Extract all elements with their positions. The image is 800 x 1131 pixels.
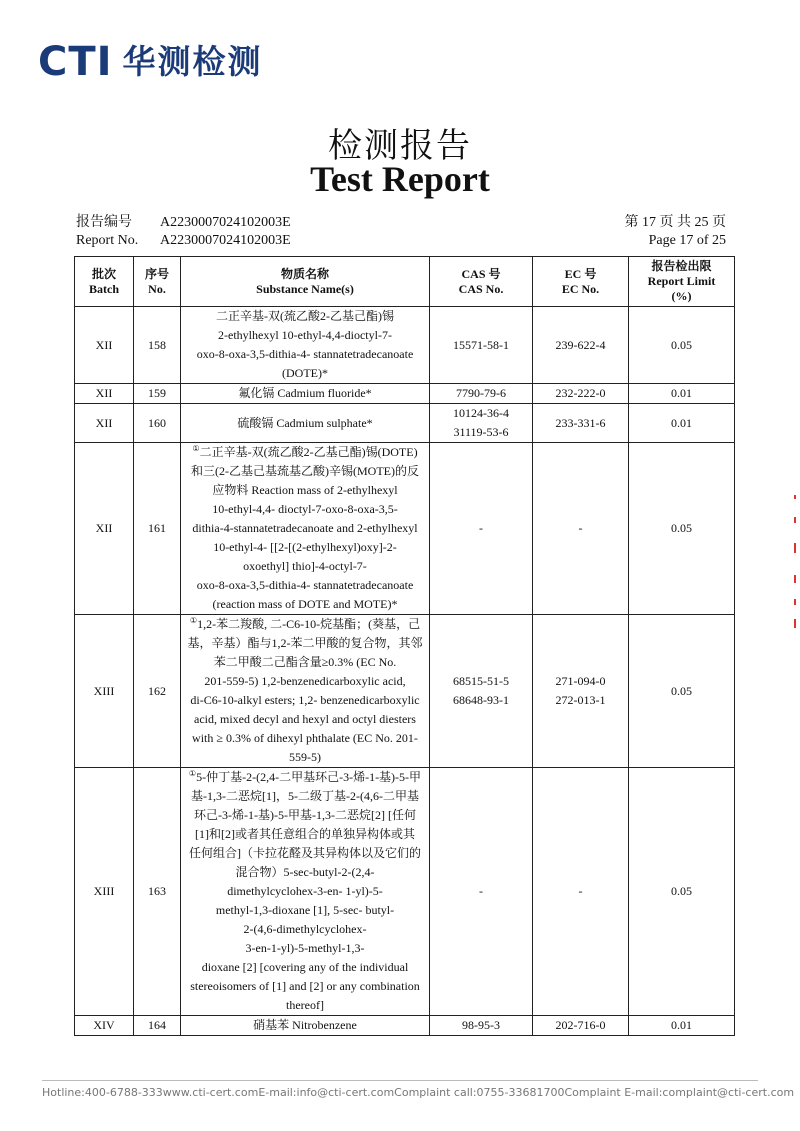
cell-report-limit: 0.05 [629, 443, 735, 615]
cell-cas-no: 98-95-3 [430, 1016, 533, 1036]
cell-no: 159 [134, 384, 181, 404]
cell-substance-name [181, 768, 430, 1016]
page-number-en: Page 17 of 25 [648, 233, 726, 248]
cell-cas-no: 10124-36-4 31119-53-6 [430, 404, 533, 443]
cell-batch: XIII [75, 768, 134, 1016]
table-row [75, 768, 735, 1016]
cell-ec-no: - [533, 768, 629, 1016]
report-title-en: Test Report [310, 159, 490, 199]
cell-batch: XII [75, 404, 134, 443]
page-number-cn: 第 17 页 共 25 页 [624, 215, 726, 230]
logo-text: CTI [38, 39, 113, 85]
footnote-marker: ① [192, 444, 200, 453]
substance-text: 二正辛基-双(巯乙酸2-乙基己酯)锡(DOTE) 和三(2-乙基己基巯基乙酸)辛锡(MOTE)的反 应物料 Reaction mass of 2-ethylhexyl 10-ethyl-4,4- dioctyl-7-oxo-8-oxa-3,5- dithia-4-stannatetradecanoate and 2-ethylhexyl 10-ethyl-4- [[2-[(2-ethylhexyl)oxy]-2- oxoethyl] thio]-4-octyl-7- oxo-8-oxa-3,5-dithia-4- stannatetradecanoate (reaction mass of DOTE and MOTE)* [191, 445, 419, 611]
cell-no: 163 [134, 768, 181, 1016]
cell-cas-no: 15571-58-1 [430, 307, 533, 384]
cell-substance-name [181, 615, 430, 768]
cell-ec-no: 232-222-0 [533, 384, 629, 404]
cell-substance-name [181, 1016, 430, 1036]
cell-report-limit: 0.05 [629, 615, 735, 768]
substance-text: 硝基苯 Nitrobenzene [253, 1018, 357, 1032]
report-no-label-en: Report No. [76, 233, 139, 248]
footer-complaint-call: Complaint call:0755-33681700 [394, 1086, 565, 1099]
cell-report-limit: 0.05 [629, 768, 735, 1016]
cell-ec-no: 271-094-0 272-013-1 [533, 615, 629, 768]
cell-substance-name [181, 404, 430, 443]
report-title-cn: 检测报告 [328, 126, 472, 166]
cell-substance-name [181, 307, 430, 384]
page-number-block [625, 214, 727, 250]
header-no: 序号 No. [134, 257, 181, 307]
cell-cas-no: 68515-51-5 68648-93-1 [430, 615, 533, 768]
footnote-marker: ① [188, 769, 197, 778]
footer-complaint-email[interactable]: Complaint E-mail:complaint@cti-cert.com [564, 1086, 795, 1099]
cell-cas-no: - [430, 768, 533, 1016]
footer-website[interactable]: www.cti-cert.com [162, 1086, 259, 1099]
header-batch: 批次 Batch [75, 257, 134, 307]
cell-ec-no: 233-331-6 [533, 404, 629, 443]
cell-batch: XII [75, 307, 134, 384]
cell-ec-no: - [533, 443, 629, 615]
header-report-limit: 报告检出限 Report Limit (%) [629, 257, 735, 307]
header-ec-no: EC 号 EC No. [533, 257, 629, 307]
cell-batch: XII [75, 384, 134, 404]
footnote-marker: ① [189, 616, 198, 625]
footer-divider [42, 1080, 758, 1081]
table-row [75, 404, 735, 443]
cell-no: 164 [134, 1016, 181, 1036]
substance-text: 硫酸镉 Cadmium sulphate* [237, 415, 373, 430]
substance-table [74, 256, 735, 1036]
cell-report-limit: 0.01 [629, 1016, 735, 1036]
substance-text: 氟化镉 Cadmium fluoride* [238, 386, 372, 400]
cell-no: 162 [134, 615, 181, 768]
cell-substance-name [181, 384, 430, 404]
table-row [75, 615, 735, 768]
cell-report-limit: 0.01 [629, 404, 735, 443]
cell-ec-no: 202-716-0 [533, 1016, 629, 1036]
table-row [75, 384, 735, 404]
table-header-row [75, 257, 735, 307]
logo-cn-text: 华测检测 [122, 42, 263, 81]
cell-report-limit: 0.05 [629, 307, 735, 384]
substance-text: 5-仲丁基-2-(2,4-二甲基环己-3-烯-1-基)-5-甲 基-1,3-二恶烷[1]，5-二级丁基-2-(4,6-二甲基 环己-3-烯-1-基)-5-甲基-1,3-二恶烷[2] [任何 [1]和[2]或者其任意组合的单独异构体或其 任何组合]（卡拉花醛及其异构体以及它们的 混合物）5-sec-butyl-2-(2,4- dimethylcyclohex-3-en- 1-yl)-5- methyl-1,3-dioxane [1], 5-sec- butyl- 2-(4,6-dimethylcyclohex- 3-en-1-yl)-5-methyl-1,3- dioxane [2] [covering any of the individual stereoisomers of [1] and [2] or any combination thereof] [189, 770, 422, 1012]
report-no-label-cn: 报告编号 [76, 215, 132, 230]
header-cas-no: CAS 号 CAS No. [430, 257, 533, 307]
company-logo [38, 40, 263, 84]
cell-no: 160 [134, 404, 181, 443]
table-row [75, 443, 735, 615]
cell-substance-name [181, 443, 430, 615]
footer [42, 1086, 795, 1099]
substance-text: 二正辛基-双(巯乙酸2-乙基己酯)锡 2-ethylhexyl 10-ethyl-4,4-dioctyl-7- oxo-8-oxa-3,5-dithia-4- stannatetradecanoate (DOTE)* [196, 309, 414, 380]
footer-hotline: Hotline:400-6788-333 [42, 1086, 163, 1099]
substance-text: 1,2-苯二羧酸, 二-C6-10-烷基酯；(葵基，己 基，辛基）酯与1,2-苯二甲酸的复合物，其邻 苯二甲酸二己酯含量≥0.3% (EC No. 201-559-5) 1,2-benzenedicarboxylic acid, di-C6-10-alkyl esters; 1,2- benzenedicarboxylic acid, mixed decyl and hexyl and octyl diesters with ≥ 0.3% of dihexyl phthalate (EC No. 201- 559-5) [187, 617, 423, 764]
cell-cas-no: - [430, 443, 533, 615]
cell-no: 161 [134, 443, 181, 615]
seal-edge-mark [793, 495, 797, 630]
cell-report-limit: 0.01 [629, 384, 735, 404]
table-row [75, 307, 735, 384]
footer-email[interactable]: E-mail:info@cti-cert.com [258, 1086, 395, 1099]
header-substance-name: 物质名称 Substance Name(s) [181, 257, 430, 307]
report-number-block [76, 214, 291, 250]
cell-batch: XIV [75, 1016, 134, 1036]
cell-batch: XII [75, 443, 134, 615]
report-no-en: A2230007024102003E [160, 233, 291, 248]
table-row [75, 1016, 735, 1036]
cell-ec-no: 239-622-4 [533, 307, 629, 384]
cell-cas-no: 7790-79-6 [430, 384, 533, 404]
cell-no: 158 [134, 307, 181, 384]
report-no-cn: A2230007024102003E [160, 215, 291, 230]
cell-batch: XIII [75, 615, 134, 768]
